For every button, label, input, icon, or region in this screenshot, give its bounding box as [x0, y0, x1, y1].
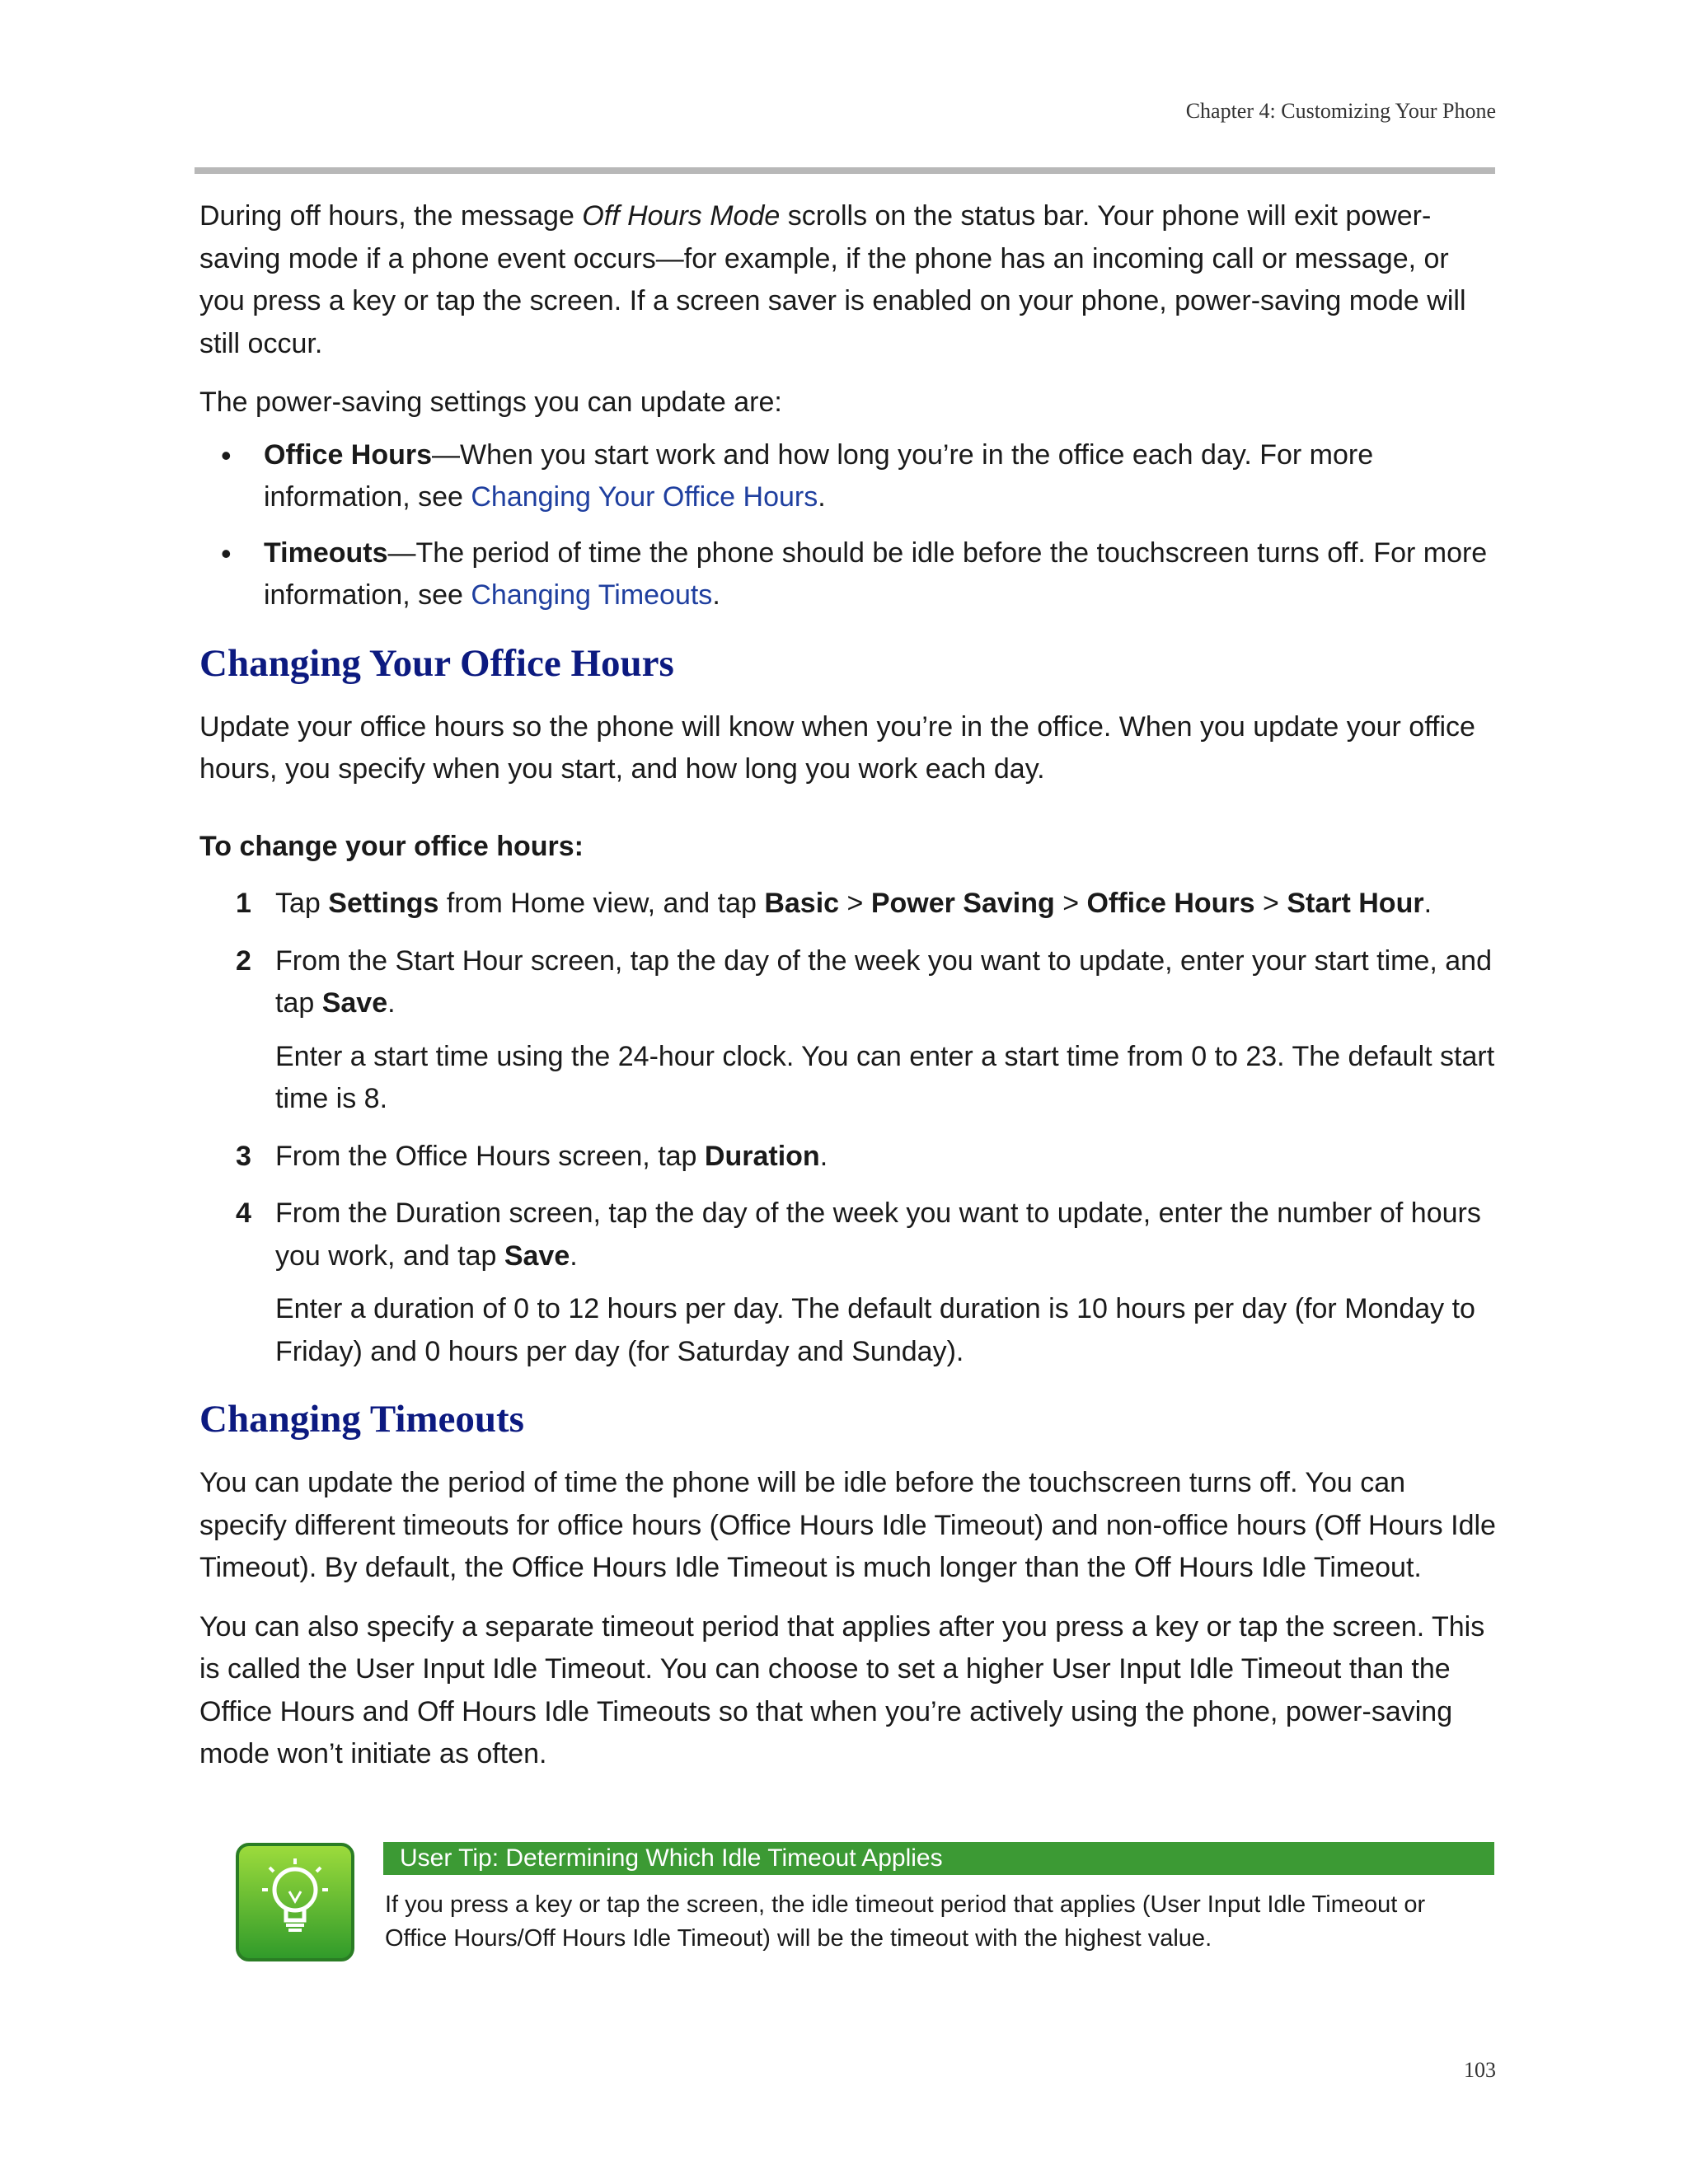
list-item: [199, 532, 1498, 617]
ui-term: Start Hour: [1287, 888, 1424, 919]
step-item: [199, 883, 1498, 926]
text-run: >: [1254, 888, 1287, 919]
intro-paragraph: [199, 195, 1498, 365]
text-run: >: [839, 888, 871, 919]
running-header: Chapter 4: Customizing Your Phone: [1185, 99, 1496, 123]
list-item: [199, 434, 1498, 519]
bullet-text: —The period of time the phone should be idle before the touchscreen turns off. For more information, see: [264, 537, 1488, 611]
step-item: [199, 1193, 1498, 1373]
text-run: .: [818, 481, 826, 513]
timeouts-paragraph-2: You can also specify a separate timeout period that applies after you press a key or tap the screen. This is called the User Input Idle Timeout. You can choose to set a higher User Input Idle Timeout than the Office Hours and Off Hours Idle Timeouts so that when you’re actively using the phone, power-saving mode won’t initiate as often.: [199, 1610, 1485, 1769]
text-run: Tap: [275, 888, 329, 919]
bullet-text: —When you start work and how long you’re in the office each day. For more information, see: [264, 438, 1374, 513]
step-number: 4: [236, 1197, 251, 1229]
ui-term: Power Saving: [870, 888, 1055, 919]
step-number: 3: [236, 1140, 251, 1172]
bullet-term: Office Hours: [264, 438, 433, 471]
text-run: scrolls on the status bar. Your phone will exit power-saving mode if a phone event occurs—for example, if the phone has an incoming call or message, or you press a key or tap the screen. If a screen saver is enabled on your phone, power-saving mode will still occur.: [199, 200, 1466, 359]
text-run: .: [1423, 888, 1432, 919]
text-run: from Home view, and tap: [438, 888, 765, 919]
user-tip-box: [235, 1842, 1494, 1966]
ui-term: Settings: [328, 888, 439, 919]
settings-list: [199, 434, 1498, 617]
section-heading-office-hours: Changing Your Office Hours: [199, 641, 674, 685]
text-run: .: [819, 1140, 828, 1172]
procedure-title: To change your office hours:: [199, 830, 584, 862]
tip-title: User Tip: Determining Which Idle Timeout Applies: [383, 1842, 1494, 1875]
lightbulb-icon: [235, 1842, 355, 1962]
text-run: .: [387, 987, 396, 1019]
section-heading-timeouts: Changing Timeouts: [199, 1398, 524, 1441]
step-number: 1: [236, 888, 251, 919]
ui-term: Duration: [704, 1140, 820, 1172]
bullet-term: Timeouts: [264, 537, 388, 569]
settings-intro: The power-saving settings you can update are:: [199, 387, 782, 418]
ui-term: Office Hours: [1086, 888, 1255, 919]
step-item: [199, 940, 1498, 1121]
text-run: From the Duration screen, tap the day of the week you want to update, enter the number of hours you work, and tap: [275, 1197, 1481, 1272]
text-run: >: [1054, 888, 1087, 919]
text-run: .: [712, 579, 720, 611]
step-note: Enter a start time using the 24-hour clock. You can enter a start time from 0 to 23. The default start time is 8.: [275, 1040, 1495, 1114]
link-changing-timeouts[interactable]: Changing Timeouts: [471, 579, 713, 611]
procedure-steps: [199, 883, 1498, 1373]
step-note: Enter a duration of 0 to 12 hours per day. The default duration is 10 hours per day (for Monday to Friday) and 0 hours per day (for Saturday and Sunday).: [275, 1293, 1475, 1367]
timeouts-paragraph-1: You can update the period of time the phone will be idle before the touchscreen turns off. You can specify different timeouts for office hours (Office Hours Idle Timeout) and non-office hours (Off Hours Idle Timeout). By default, the Office Hours Idle Timeout is much longer than the Off Hours Idle Timeout.: [199, 1467, 1496, 1583]
page-number: 103: [1464, 2058, 1496, 2082]
step-number: 2: [236, 944, 251, 977]
link-changing-office-hours[interactable]: Changing Your Office Hours: [471, 481, 818, 513]
page-content: [199, 195, 1498, 1776]
ui-term: Save: [321, 987, 388, 1019]
tip-body: If you press a key or tap the screen, the idle timeout period that applies (User Input Idle Timeout or Office Hours/Off Hours Idle Timeout) will be the timeout with the highest value.: [385, 1891, 1426, 1952]
ui-term: Save: [504, 1240, 570, 1272]
text-run: From the Office Hours screen, tap: [275, 1140, 705, 1172]
text-run: During off hours, the message: [199, 200, 583, 232]
text-run: From the Start Hour screen, tap the day of the week you want to update, enter your start time, and tap: [275, 944, 1492, 1019]
off-hours-mode-term: Off Hours Mode: [582, 200, 781, 232]
text-run: .: [570, 1240, 578, 1272]
office-hours-paragraph: Update your office hours so the phone will know when you’re in the office. When you update your office hours, you specify when you start, and how long you work each day.: [199, 710, 1475, 785]
step-item: [199, 1136, 1498, 1179]
ui-term: Basic: [764, 888, 840, 919]
header-rule: [195, 167, 1495, 174]
